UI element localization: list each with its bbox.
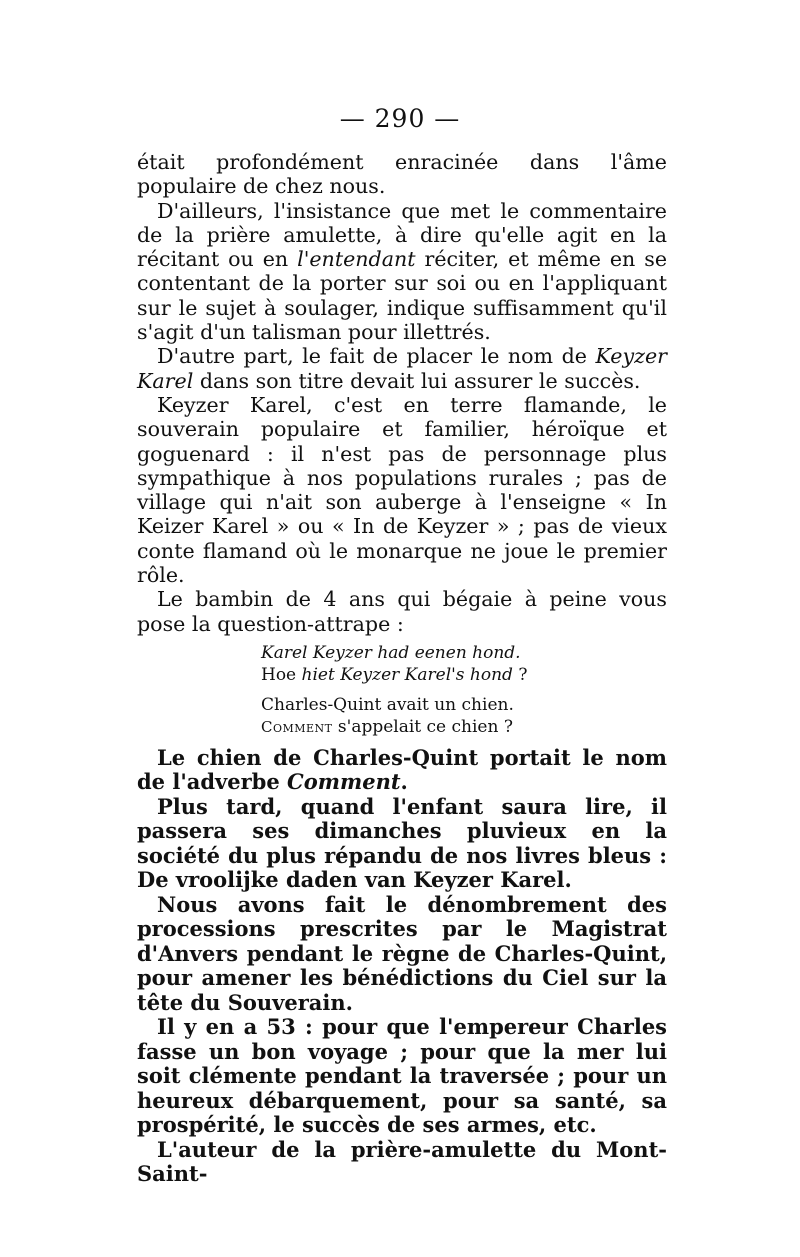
verse-line bbox=[261, 716, 667, 738]
paragraph-livres-bleus: Plus tard, quand l'enfant saura lire, il passera ses dimanches pluvieux en la société du plus répandu de nos livres bleus : De vroolijke daden van Keyzer Karel. bbox=[137, 793, 667, 893]
paragraph-text: réciter, et même en se contentant de la porter sur soi ou en l'appliquant sur le sujet à soulager, indique suffisamment qu'il s'agit d'un talisman pour illettrés. bbox=[137, 247, 668, 345]
paragraph-53: Il y en a 53 : pour que l'empereur Charles fasse un bon voyage ; pour que la mer lui soit clémente pendant la traversée ; pour un heureux débarquement, pour sa santé, sa prospérité, le succès de ses armes, etc. bbox=[137, 1014, 667, 1138]
verse-italic: hiet Keyzer Karel's hond bbox=[301, 664, 513, 685]
verse-italic: Karel Keyzer had eenen hond. bbox=[261, 642, 521, 663]
paragraph-continuation: était profondément enracinée dans l'âme populaire de chez nous. bbox=[137, 150, 667, 199]
paragraph-auteur: L'auteur de la prière-amulette du Mont-Saint- bbox=[137, 1136, 667, 1187]
paragraph-text: . bbox=[400, 769, 408, 795]
verse-line bbox=[261, 642, 667, 664]
paragraph-italic: Comment bbox=[287, 769, 401, 795]
verse-quote bbox=[261, 642, 667, 738]
paragraph-amulette bbox=[137, 199, 667, 345]
verse-line: Charles-Quint avait un chien. bbox=[261, 694, 514, 715]
verse-french bbox=[261, 694, 667, 738]
paragraph-processions: Nous avons fait le dénombrement des processions prescrites par le Magistrat d'Anvers pendant le règne de Charles-Quint, pour amener les bénédictions du Ciel sur la tête du Souverain. bbox=[137, 891, 667, 1015]
paragraph-keyzer-karel: Keyzer Karel, c'est en terre flamande, le souverain populaire et familier, héroïque et goguenard : il n'est pas de personnage plus sympathique à nos populations rurales ; pas de village qui n'ait son auberge à l'enseigne « In Keizer Karel » ou « In de Keyzer » ; pas de vieux conte flamand où le monarque ne joue le premier rôle. bbox=[137, 392, 667, 588]
verse-flemish bbox=[261, 642, 667, 686]
paragraph-text: D'ailleurs, l'insistance que met le commentaire de la prière amulette, à dire qu'elle agit en la récitant ou en bbox=[137, 198, 667, 272]
paragraph-italic: l'entendant bbox=[297, 247, 416, 272]
paragraph-italic: Keyzer Karel bbox=[137, 344, 667, 393]
lower-text bbox=[137, 746, 667, 1187]
paragraph-text: Le chien de Charles-Quint portait le nom de l'adverbe bbox=[137, 744, 667, 795]
verse-line bbox=[261, 664, 667, 686]
page-number: — 290 — bbox=[339, 104, 461, 133]
paragraph-keyzer-title bbox=[137, 344, 667, 393]
verse-small-caps: Comment bbox=[261, 717, 333, 736]
verse-text: Hoe bbox=[261, 664, 302, 685]
verse-text: ? bbox=[512, 664, 528, 685]
verse-text: s'appelait ce chien ? bbox=[332, 716, 513, 737]
paragraph-text: D'autre part, le fait de placer le nom de bbox=[157, 344, 596, 369]
body-text bbox=[137, 150, 667, 1187]
paragraph-comment bbox=[137, 746, 667, 795]
paragraph-text: dans son titre devait lui assurer le succès. bbox=[193, 368, 641, 393]
paragraph-bambin: Le bambin de 4 ans qui bégaie à peine vous pose la question-attrape : bbox=[137, 587, 667, 636]
